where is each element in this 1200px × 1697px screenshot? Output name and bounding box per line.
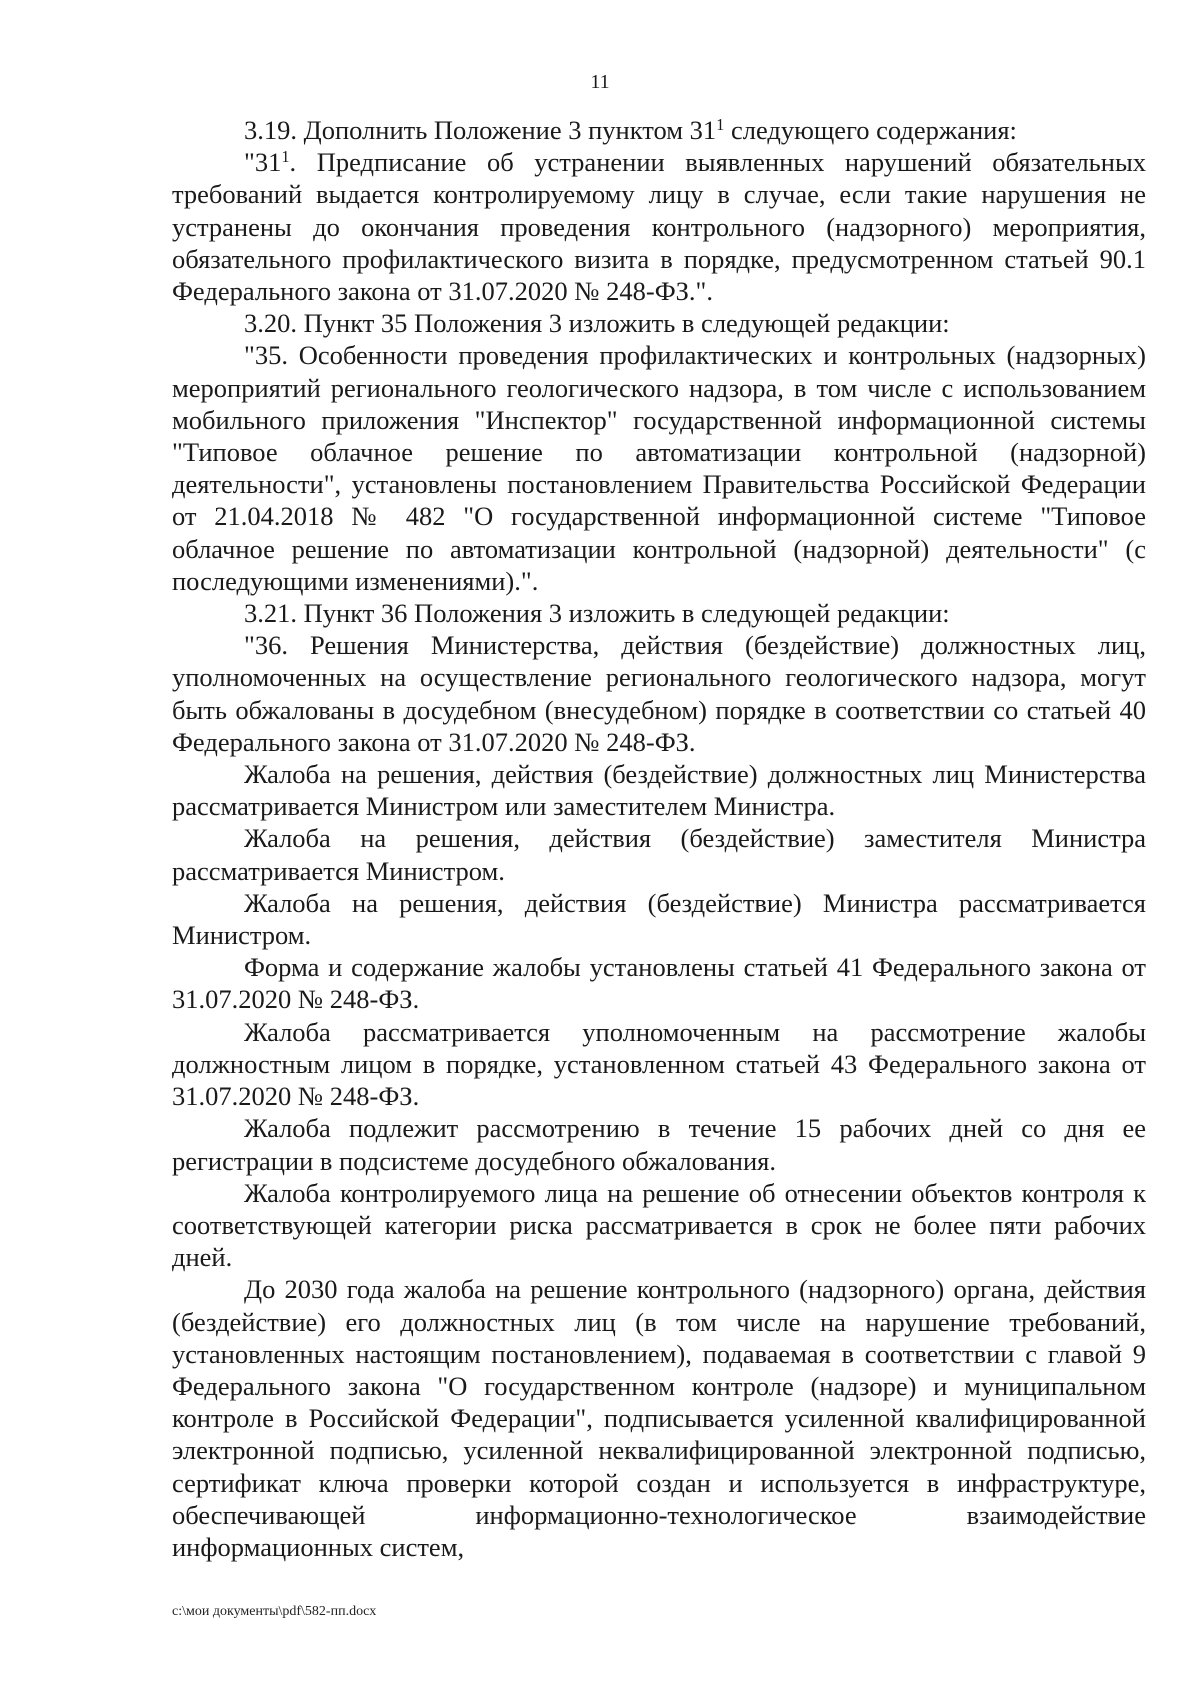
paragraph-complaint-risk: Жалоба контролируемого лица на решение об отнесении объектов контроля к соответствующей категории риска рассматривается в срок не более пяти рабочих дней.	[172, 1177, 1146, 1273]
footer-file-path: c:\мои документы\pdf\582-пп.docx	[172, 1604, 377, 1619]
paragraph-complaint-deputy: Жалоба на решения, действия (бездействие) заместителя Министра рассматривается Министром.	[172, 823, 1146, 886]
paragraph-3-20: 3.20. Пункт 35 Положения 3 изложить в следующей редакции:	[244, 308, 950, 339]
paragraph-3-21: 3.21. Пункт 36 Положения 3 изложить в следующей редакции:	[244, 598, 950, 629]
paragraph-complaint-form: Форма и содержание жалобы установлены статьей 41 Федерального закона от 31.07.2020 № 248-ФЗ.	[172, 952, 1146, 1015]
paragraph-until-2030: До 2030 года жалоба на решение контрольного (надзорного) органа, действия (бездействие) его должностных лиц (в том числе на нарушение требований, установленных настоящим постановлением), подаваемая в соответствии с главой 9 Федерального закона "О государственном контроле (надзоре) и муниципальном контроле в Российской Федерации", подписывается усиленной квалифицированной электронной подписью, усиленной неквалифицированной электронной подписью, сертификат ключа проверки которой создан и используется в инфраструктуре, обеспечивающей информационно-технологическое взаимодействие информационных систем,	[172, 1274, 1146, 1562]
paragraph-3-19: 3.19. Дополнить Положение 3 пунктом $31^1$ следующего содержания:	[244, 114, 1017, 145]
page-number: 11	[590, 71, 610, 93]
paragraph-complaint-term: Жалоба подлежит рассмотрению в течение 15 рабочих дней со дня ее регистрации в подсистеме досудебного обжалования.	[172, 1113, 1146, 1176]
paragraph-complaint-officials: Жалоба на решения, действия (бездействие) должностных лиц Министерства рассматривается Министром или заместителем Министра.	[172, 759, 1146, 822]
paragraph-35: "35. Особенности проведения профилактических и контрольных (надзорных) мероприятий регионального геологического надзора, в том числе с использованием мобильного приложения "Инспектор" государственной информационной системы "Типовое облачное решение по автоматизации контрольной (надзорной) деятельности", установлены постановлением Правительства Российской Федерации от 21.04.2018 № 482 "О государственной информационной системе "Типовое облачное решение по автоматизации контрольной (надзорной) деятельности" (с последующими изменениями).".	[172, 340, 1146, 596]
paragraph-complaint-review: Жалоба рассматривается уполномоченным на рассмотрение жалобы должностным лицом в порядке, установленном статьей 43 Федерального закона от 31.07.2020 № 248-ФЗ.	[172, 1016, 1146, 1112]
document-body	[172, 114, 1146, 1563]
paragraph-31-1: "$31^1$. Предписание об устранении выявленных нарушений обязательных требований выдается контролируемому лицу в случае, если такие нарушения не устранены до окончания проведения контрольного (надзорного) мероприятия, обязательного профилактического визита в порядке, предусмотренном статьей 90.1 Федерального закона от 31.07.2020 № 248-ФЗ.".	[172, 147, 1146, 307]
paragraph-complaint-minister: Жалоба на решения, действия (бездействие) Министра рассматривается Министром.	[172, 887, 1146, 951]
paragraph-36: "36. Решения Министерства, действия (бездействие) должностных лиц, уполномоченных на осуществление регионального геологического надзора, могут быть обжалованы в досудебном (внесудебном) порядке в соответствии со статьей 40 Федерального закона от 31.07.2020 № 248-ФЗ.	[172, 630, 1146, 757]
